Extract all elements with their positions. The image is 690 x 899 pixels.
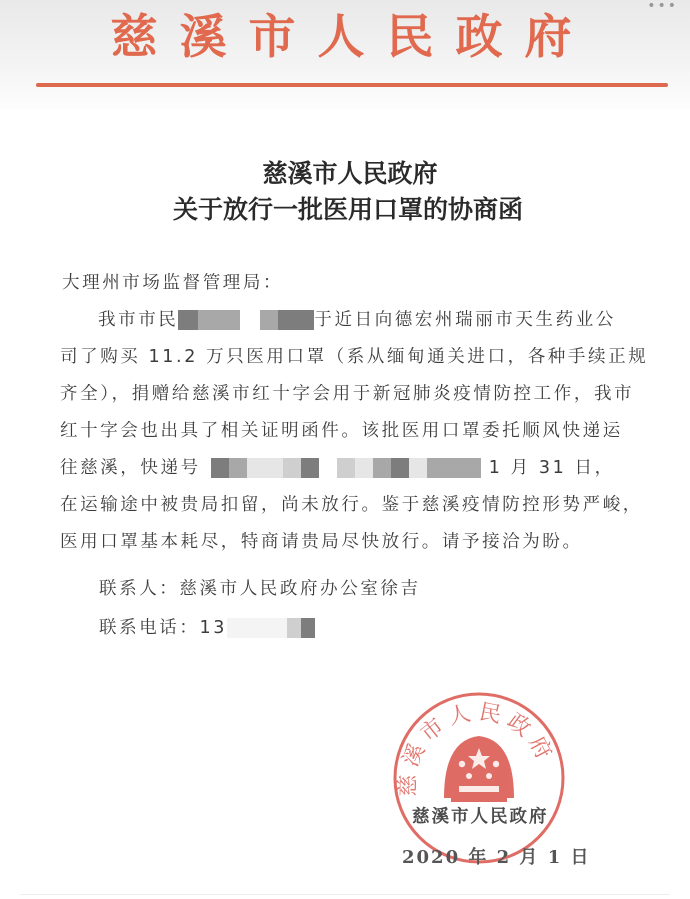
redacted-block [427,458,481,478]
redacted-block [198,310,218,330]
body-text-segment: 我市市民 [98,310,179,330]
masthead-divider [36,83,668,87]
contact-phone [99,615,315,641]
contact-person [99,576,421,602]
redacted-block [260,310,278,330]
body-text-segment: 于近日向德宏州瑞丽市天生药业公 [314,310,616,330]
masthead-title: 慈溪市人民政府 [110,10,594,65]
redacted-block [247,458,283,478]
body-text-segment: 往慈溪，快递号 [60,458,201,478]
redacted-block [278,310,314,330]
redacted-block [301,458,319,478]
document-title-subject: 关于放行一批医用口罩的协商函 [172,195,523,224]
body-line-2: 司了购买 11.2 万只医用口罩（系从缅甸通关进口，各种手续正规 [60,347,649,367]
svg-text:慈溪市人民政府: 慈溪市人民政府 [395,699,559,797]
contact-person-value: 慈溪市人民政府办公室徐吉 [179,579,421,599]
redacted-block [229,458,247,478]
page-edge [20,894,670,895]
redacted-block [211,458,229,478]
body-line-7: 医用口罩基本耗尽，特商请贵局尽快放行。请予接洽为盼。 [60,532,583,552]
redacted-block [218,310,240,330]
redacted-block [287,618,301,638]
recipient: 大理州市场监督管理局： [62,273,284,293]
redacted-block [355,458,373,478]
national-emblem-icon [444,736,514,802]
body-text-segment: 1 月 31 日， [488,458,615,478]
redacted-block [227,618,287,638]
document-title-issuer: 慈溪市人民政府 [262,159,438,188]
contact-phone-value: 13 [199,618,227,638]
body-line-3: 齐全），捐赠给慈溪市红十字会用于新冠肺炎疫情防控工作，我市 [60,384,635,404]
redacted-block [301,618,315,638]
body-line-6: 在运输途中被贵局扣留，尚未放行。鉴于慈溪疫情防控形势严峻， [60,495,643,515]
body-line-5 [60,455,615,481]
redacted-block [373,458,391,478]
redacted-block [178,310,198,330]
redacted-block [391,458,409,478]
body-line-4: 红十字会也出具了相关证明函件。该批医用口罩委托顺风快递运 [60,421,623,441]
issuer-signature: 慈溪市人民政府 [412,807,549,827]
redacted-block [283,458,301,478]
redacted-block [409,458,427,478]
official-seal-icon [389,688,569,868]
contact-phone-label: 联系电话： [99,618,200,638]
issue-date: 2020 年 2 月 1 日 [402,847,591,868]
more-options-icon[interactable]: ••• [647,0,678,14]
contact-person-label: 联系人： [99,579,180,599]
body-line-1 [98,307,616,333]
redacted-block [337,458,355,478]
